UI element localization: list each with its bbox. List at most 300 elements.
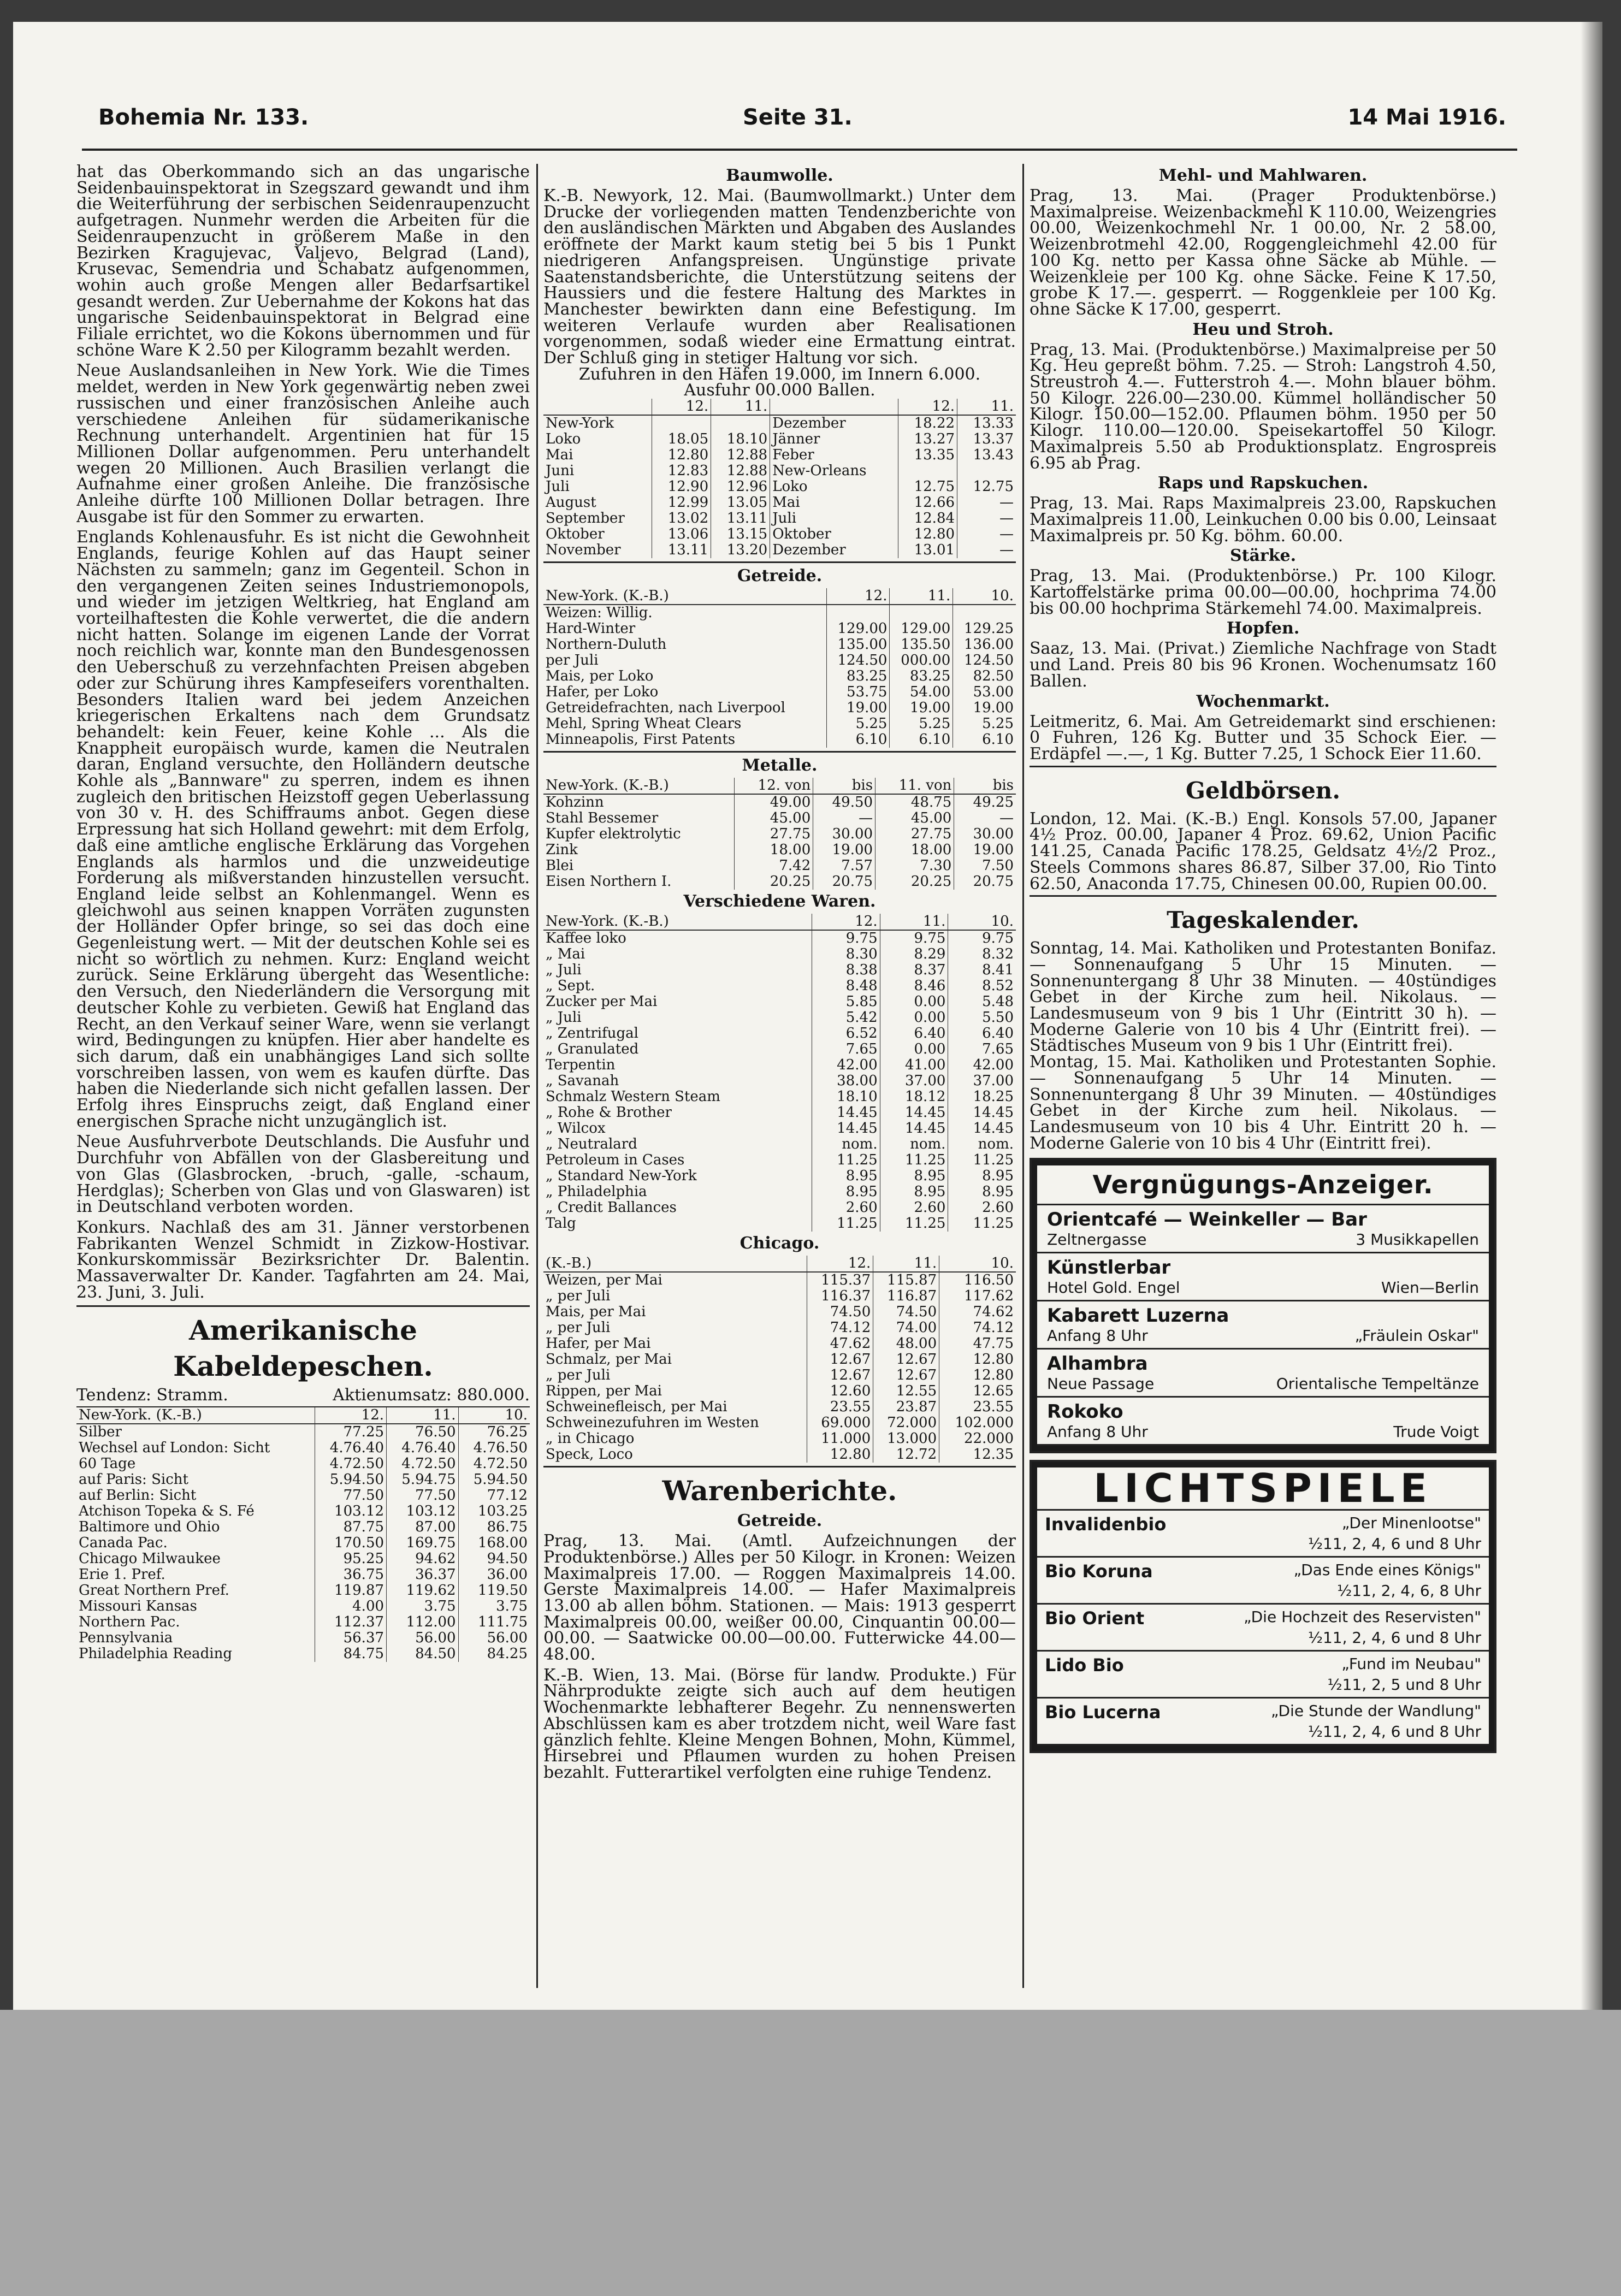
table-cell: „ Mai: [546, 946, 585, 963]
page-header: [82, 100, 1539, 139]
table-row: [76, 1519, 530, 1535]
table-cell: 41.00: [880, 1057, 948, 1073]
table-cell: 49.00: [735, 794, 813, 810]
cinema-name: Bio Orient: [1045, 1608, 1145, 1629]
table-cell: Erie 1. Pref.: [79, 1566, 165, 1583]
table-row: [76, 1504, 530, 1519]
table-cell: 27.75: [875, 826, 954, 842]
table-row: [543, 1320, 1016, 1336]
table-cell: 18.05: [652, 431, 711, 447]
table-cell: 8.30: [812, 946, 880, 962]
cinema-name: Bio Lucerna: [1045, 1702, 1161, 1723]
table-row: [543, 994, 1016, 1010]
header-page: Seite 31.: [743, 105, 853, 130]
table-cell: 12.80: [939, 1368, 1016, 1383]
table-row: [543, 1383, 1016, 1399]
mehl-title: Mehl- und Mahlwaren.: [1158, 166, 1368, 185]
table-header: 12.: [826, 588, 890, 605]
lichtspiele-rows: [1037, 1511, 1489, 1745]
table-cell: 3.75: [387, 1599, 459, 1614]
table-cell: 8.29: [880, 946, 948, 962]
table-cell: Atchison Topeka & S. Fé: [79, 1502, 255, 1519]
table-row: [543, 1073, 1016, 1089]
anzeiger-address: Neue Passage: [1047, 1375, 1155, 1393]
table-cell: 7.30: [875, 858, 954, 874]
table-cell: 76.25: [458, 1424, 530, 1440]
table-row: [543, 1447, 1016, 1463]
cable-rows: [76, 1424, 530, 1662]
lichtspiele-entry: [1037, 1652, 1489, 1699]
table-cell: 45.00: [735, 810, 813, 826]
table-cell: Schmalz Western Steam: [546, 1088, 720, 1105]
table-cell: 48.00: [873, 1336, 939, 1352]
table-cell: 38.00: [812, 1073, 880, 1089]
table-cell: Weizen, per Mai: [546, 1272, 662, 1289]
table-row: [543, 1431, 1016, 1447]
table-row: [76, 1614, 530, 1630]
table-cell: 7.57: [813, 858, 875, 874]
chicago-rows: [543, 1272, 1016, 1463]
lichtspiele-box: [1030, 1460, 1496, 1753]
table-header: New-York. (K.-B.): [543, 588, 826, 605]
table-cell: Mehl, Spring Wheat Clears: [546, 715, 742, 732]
table-cell: 36.00: [458, 1567, 530, 1583]
table-cell: 12.96: [711, 479, 770, 495]
table-row: [543, 1089, 1016, 1105]
warenberichte-wien: K.-B. Wien, 13. Mai. (Börse für landw. Produkte.) Für Nährprodukte zeigte sich auch auf dem heutigen Wochenmarkte lebhafterer Begehr. Zu nennenswerten Abschlüssen kam es aber trotzdem nicht, weil Ware fast gänzlich fehlte. Kleine Mengen Bohnen, Mohn, Kümmel, Hirsebrei und Pflaumen wurden zu hohen Preisen bezahlt. Futterartikel verfolgten eine ruhige Tendenz.: [543, 1665, 1016, 1782]
table-cell: 11.25: [948, 1152, 1016, 1168]
table-cell: 11.000: [807, 1431, 873, 1447]
getreide-title: Getreide.: [737, 566, 823, 586]
table-header: bis: [954, 778, 1016, 794]
table-row: [543, 684, 1016, 700]
table-row: [543, 447, 1016, 463]
table-cell: Getreidefrachten, nach Liverpool: [546, 700, 785, 717]
warenberichte-sub: Getreide.: [737, 1511, 823, 1531]
table-cell: Speck, Loco: [546, 1446, 633, 1463]
anzeiger-line: [1047, 1375, 1479, 1393]
table-cell: Juni: [546, 463, 575, 480]
show-times: ½11, 2, 4, 6 und 8 Uhr: [1308, 1535, 1481, 1553]
geld-text: London, 12. Mai. (K.-B.) Engl. Konsols 57.00, Japaner 4½ Proz. 00.00, Japaner 4 Proz. 69.62, Union Pacific 141.25, Canada Pacific 178.25, Geldsatz 4½/2 Proz., Steels Commons shares 86.87, Silber 37.00, Rio Tinto 62.50, Anaconda 17.75, Chinesen 00.00, Rupien 00.00.: [1030, 809, 1496, 893]
table-header: [543, 399, 652, 415]
table-cell: Weizen: Willig.: [546, 605, 653, 622]
waren-rows: [543, 930, 1016, 1232]
table-cell: 12.75: [957, 479, 1016, 495]
table-row: [76, 1630, 530, 1646]
table-cell: 20.25: [735, 874, 813, 890]
table-cell: 8.95: [880, 1184, 948, 1200]
table-row: [543, 1304, 1016, 1320]
anzeiger-title: Vergnügungs-Anzeiger.: [1037, 1165, 1489, 1205]
table-cell: 9.75: [948, 930, 1016, 946]
table-cell: 14.45: [880, 1105, 948, 1121]
table-cell: 56.00: [387, 1630, 459, 1646]
anzeiger-rows: [1037, 1205, 1489, 1446]
table-cell: Jänner: [770, 431, 898, 447]
anzeiger-box: [1037, 1165, 1489, 1446]
show-times: ½11, 2, 4, 6 und 8 Uhr: [1308, 1723, 1481, 1741]
table-cell: 3.75: [458, 1599, 530, 1614]
table-row: [543, 962, 1016, 978]
table-cell: 83.25: [890, 668, 953, 684]
table-cell: 6.10: [826, 732, 890, 748]
table-cell: 14.45: [812, 1105, 880, 1121]
table-row: [543, 1415, 1016, 1431]
table-cell: Zucker per Mai: [546, 993, 658, 1010]
table-cell: 23.55: [939, 1399, 1016, 1415]
table-cell: Northern-Duluth: [546, 636, 667, 653]
table-row: [543, 1057, 1016, 1073]
table-cell: 129.00: [890, 621, 953, 637]
table-cell: Terpentin: [546, 1057, 616, 1074]
table-row: [543, 526, 1016, 542]
table-row: [543, 479, 1016, 495]
table-cell: Blei: [546, 857, 574, 874]
table-cell: 5.48: [948, 994, 1016, 1010]
table-cell: 20.75: [954, 874, 1016, 890]
baumwolle-rows: [543, 415, 1016, 558]
wochenmarkt-title: Wochenmarkt.: [1196, 691, 1330, 711]
table-row: [76, 1567, 530, 1583]
baumwolle-text: K.-B. Newyork, 12. Mai. (Baumwollmarkt.) Unter dem Drucke der vorliegenden matten Tendenzberichte von den ausländischen Märkten und Abgaben des Auslandes eröffnete der Markt kaum stetig bei 5 bis 1 Punkt niedrigeren Anfangspreisen. Ungünstige private Saatenstandsberichte, die Unterstützung seitens der Haussiers und die festere Haltung des Marktes in Manchester bewirkten dann eine Befestigung. Im weiteren Verlaufe wurden aber Realisationen vorgenommen, sodaß wieder eine Ermattung eintrat. Der Schluß ging in stetiger Haltung vor sich.: [543, 186, 1016, 368]
table-cell: 13.33: [957, 415, 1016, 431]
anzeiger-address: Zeltnergasse: [1047, 1230, 1147, 1249]
table-cell: Minneapolis, First Patents: [546, 731, 736, 748]
table-cell: 5.25: [953, 716, 1016, 732]
table-cell: 4.76.40: [387, 1440, 459, 1456]
heu-text: Prag, 13. Mai. (Produktenbörse.) Maximalpreise per 50 Kg. Heu gepreßt böhm. 7.25. — Stroh: Langstroh 4.50, Streustroh 4.—. Futterstroh 4.—. Mohn blauer böhm. 50 Kilogr. 226.00—230.00. Kümmel holländischer 50 Kilogr. 150.00—152.00. Pflaumen böhm. 1950 per 50 Kilogr. 110.00—120.00. Speisekartoffel 50 Kilogr. Maximalpreis 5.50 ab Produktionsplatz. Engrospreis 6.95 ab Prag.: [1030, 340, 1496, 473]
column-3: [1030, 164, 1496, 1977]
table-cell: 95.25: [315, 1551, 387, 1567]
table-row: [543, 637, 1016, 653]
table-cell: 8.48: [812, 978, 880, 994]
table-row: [543, 415, 1016, 431]
table-cell: 30.00: [813, 826, 875, 842]
table-cell: August: [546, 494, 596, 511]
table-cell: 8.95: [812, 1184, 880, 1200]
table-cell: 6.40: [880, 1026, 948, 1042]
table-cell: 4.00: [315, 1599, 387, 1614]
table-cell: 6.10: [953, 732, 1016, 748]
waren-table: [543, 914, 1016, 1232]
table-row: [543, 1026, 1016, 1042]
table-cell: 14.45: [812, 1121, 880, 1137]
table-row: [76, 1646, 530, 1662]
film-title: „Fund im Neubau": [1341, 1655, 1481, 1673]
table-cell: 74.62: [939, 1304, 1016, 1320]
table-cell: 49.50: [813, 794, 875, 810]
table-cell: 12.65: [939, 1383, 1016, 1399]
table-cell: Mai: [770, 495, 898, 511]
table-cell: Kaffee loko: [546, 930, 626, 947]
table-cell: Canada Pac.: [79, 1534, 168, 1551]
table-cell: 0.00: [880, 994, 948, 1010]
table-row: [543, 1399, 1016, 1415]
table-cell: „ Juli: [546, 962, 582, 979]
table-row: [543, 495, 1016, 511]
anzeiger-program: Orientalische Tempeltänze: [1276, 1375, 1479, 1393]
column-divider-2: [1022, 164, 1024, 1988]
table-cell: [652, 415, 711, 431]
table-cell: 77.25: [315, 1424, 387, 1440]
table-cell: 19.00: [953, 700, 1016, 716]
table-cell: 103.12: [315, 1504, 387, 1519]
table-cell: 7.50: [954, 858, 1016, 874]
table-cell: 12.80: [939, 1352, 1016, 1368]
table-cell: 30.00: [954, 826, 1016, 842]
anzeiger-program: Wien—Berlin: [1381, 1279, 1479, 1297]
table-cell: 12.88: [711, 447, 770, 463]
table-cell: 47.75: [939, 1336, 1016, 1352]
table-header: bis: [813, 778, 875, 794]
table-cell: Kohzinn: [546, 794, 604, 811]
table-cell: Great Northern Pref.: [79, 1582, 229, 1599]
table-cell: 19.00: [813, 842, 875, 858]
table-cell: 170.50: [315, 1535, 387, 1551]
table-row: [76, 1551, 530, 1567]
section-rule: [543, 561, 1016, 563]
table-cell: 8.95: [880, 1168, 948, 1184]
table-cell: 48.75: [875, 794, 954, 810]
table-cell: 129.25: [953, 621, 1016, 637]
table-cell: 18.10: [711, 431, 770, 447]
table-cell: 000.00: [890, 653, 953, 668]
table-cell: 72.000: [873, 1415, 939, 1431]
table-row: [76, 1583, 530, 1599]
table-cell: 14.45: [948, 1105, 1016, 1121]
table-cell: 94.50: [458, 1551, 530, 1567]
table-cell: „ Philadelphia: [546, 1183, 647, 1200]
table-cell: 56.37: [315, 1630, 387, 1646]
table-cell: 8.38: [812, 962, 880, 978]
table-cell: 116.50: [939, 1272, 1016, 1288]
anzeiger-address: Anfang 8 Uhr: [1047, 1423, 1148, 1441]
table-cell: 4.72.50: [458, 1456, 530, 1472]
getreide-table: [543, 588, 1016, 748]
table-cell: 129.00: [826, 621, 890, 637]
anzeiger-address: Hotel Gold. Engel: [1047, 1279, 1180, 1297]
table-cell: nom.: [948, 1137, 1016, 1152]
lichtspiele-line: [1045, 1514, 1481, 1535]
table-cell: Stahl Bessemer: [546, 810, 659, 827]
table-cell: 119.62: [387, 1583, 459, 1599]
table-cell: Philadelphia Reading: [79, 1645, 232, 1662]
table-cell: Oktober: [770, 526, 898, 542]
table-cell: 83.25: [826, 668, 890, 684]
article-konkurs: Konkurs. Nachlaß des am 31. Jänner verstorbenen Fabrikanten Wenzel Schmidt in Zizkow-Hostivar. Konkurskommissär Bezirksrichter Dr. Balentin. Massaverwalter Dr. Kander. Tagfahrten am 24. Mai, 23. Juni, 3. Juli.: [76, 1218, 530, 1302]
table-cell: 8.52: [948, 978, 1016, 994]
table-cell: 5.94.50: [315, 1472, 387, 1488]
table-header: 10.: [458, 1407, 530, 1424]
article-kohlenausfuhr: Englands Kohlenausfuhr. Es ist nicht die Gewohnheit Englands, feurige Kohlen auf das Haupt seiner Nächsten zu sammeln; ganz im Gegenteil. Schon in den vergangenen Zeiten seines Industriemonopols, und wieder im jetzigen Weltkrieg, hat England am vorteilhaftesten die Kohle verwertet, die die andern nicht hatten. Solange im eigenen Lande der Vorrat noch reichlich war, konnte man den Bundesgenossen den Ueberschuß zu verzehnfachten Preisen abgeben oder zur Schürung ihres Kampfeseifers vorenthalten. Besonders Italien ward bei jedem Anzeichen kriegerischen Erkaltens nach dem Grundsatz behandelt: kein Feuer, keine Kohle ... Als die Knappheit europäisch wurde, kamen die Neutralen daran, England versuchte, den Holländern deutsche Kohle als „Bannware" zu sperren, indem es ihnen zugleich den britischen Heizstoff gegen Ueberlassung von 30 v. H. des Schiffraums anbot. Gegen diese Erpressung hat sich Holland gewehrt: mit dem Erfolg, daß eine amtliche englische Erklärung das Vorgehen Englands als harmlos und die unzweideutige Forderung als mißverstanden hinzustellen versucht. England leide selbst an Kohlenmangel. Wenn es gleichwohl aus seinen knappen Vorräten zugunsten der Holländer Opfer bringe, so sei das doch eine Gegenleistung wert. — Mit der deutschen Kohle sei es nicht so wörtlich zu nehmen. Kurz: England weicht zurück. Seine Erklärung übergeht das Wesentliche: den Versuch, den Niederländern die Versorgung mit deutscher Kohle zu verbieten. Gewiß hat England das Recht, an den Verkauf seiner Ware, wenn sie verlangt wird, Bedingungen zu knüpfen. Hier aber handelte es sich darum, daß ein unabhängiges Land sich sollte vorschreiben lassen, von wem es kaufen dürfte. Das haben die Niederlande sich nicht gefallen lassen. Der Erfolg ihres Einspruchs zeigt, daß England einer energischen Sprache nicht unzugänglich ist.: [76, 528, 530, 1131]
lichtspiele-line: [1045, 1608, 1481, 1629]
film-title: „Die Stunde der Wandlung": [1270, 1702, 1481, 1720]
table-cell: [890, 605, 953, 621]
table-row: [543, 794, 1016, 810]
table-cell: 4.76.50: [458, 1440, 530, 1456]
hopfen-title: Hopfen.: [1226, 619, 1300, 638]
table-row: [76, 1535, 530, 1551]
table-cell: 77.50: [387, 1488, 459, 1504]
table-cell: 103.25: [458, 1504, 530, 1519]
table-cell: Missouri Kansas: [79, 1597, 197, 1614]
table-row: [543, 1137, 1016, 1152]
table-row: [543, 930, 1016, 946]
table-cell: Dezember: [770, 415, 898, 431]
anzeiger-line: [1047, 1230, 1479, 1248]
show-times: ½11, 2, 4, 6 und 8 Uhr: [1308, 1629, 1481, 1647]
table-cell: 18.10: [812, 1089, 880, 1105]
staerke-title: Stärke.: [1229, 546, 1297, 566]
anzeiger-name: Kabarett Luzerna: [1047, 1305, 1229, 1327]
table-cell: Pennsylvania: [79, 1629, 173, 1646]
table-cell: 87.00: [387, 1519, 459, 1535]
baumwolle-table: [543, 399, 1016, 558]
table-cell: 2.60: [812, 1200, 880, 1216]
table-cell: 69.000: [807, 1415, 873, 1431]
table-header: New-York. (K.-B.): [76, 1407, 315, 1424]
table-row: [543, 1352, 1016, 1368]
table-header: 11. von: [875, 778, 954, 794]
table-cell: 12.72: [873, 1447, 939, 1463]
table-row: [543, 842, 1016, 858]
table-cell: 12.90: [652, 479, 711, 495]
table-cell: 12.80: [807, 1447, 873, 1463]
table-cell: 168.00: [458, 1535, 530, 1551]
table-cell: 77.12: [458, 1488, 530, 1504]
anzeiger-entry: [1037, 1398, 1489, 1446]
table-cell: Wechsel auf London: Sicht: [79, 1439, 270, 1456]
lichtspiele-entry: [1037, 1511, 1489, 1558]
mehl-text: Prag, 13. Mai. (Prager Produktenbörse.) Maximalpreise. Weizenbackmehl K 110.00, Weizengries 00.00, Weizenkochmehl Nr. 1 00.00, Nr. 2 58.00, Weizenbrotmehl 42.00, Roggengleichmehl 42.00 für 100 Kg. netto per Kassa ohne Säcke ab Mühle. — Weizenkleie per 100 Kg. ohne Säcke. Feine K 17.50, grobe K 17.—. gesperrt. — Roggenkleie per 100 Kg. ohne Säcke K 17.00, gesperrt.: [1030, 186, 1496, 319]
table-row: [543, 1216, 1016, 1232]
cable-subline: [76, 1387, 530, 1407]
cable-title: Amerikanische Kabeldepeschen.: [173, 1313, 433, 1382]
table-cell: Kupfer elektrolytic: [546, 826, 681, 843]
table-cell: 42.00: [948, 1057, 1016, 1073]
table-cell: 5.94.50: [458, 1472, 530, 1488]
table-header: 12.: [807, 1256, 873, 1272]
table-row: [543, 826, 1016, 842]
table-cell: „ per Juli: [546, 1319, 611, 1336]
article-ausfuhrverbote: Neue Ausfuhrverbote Deutschlands. Die Ausfuhr und Durchfuhr von Abfällen von der Glasbereitung und von Glas (Glasbrocken, -bruch, -galle, -schaum, Herdglas); Scherben von Glas und von Glaswaren) ist in Deutschland verboten worden.: [76, 1132, 530, 1217]
table-row: [543, 463, 1016, 479]
table-cell: 8.95: [948, 1184, 1016, 1200]
table-cell: 12.67: [873, 1352, 939, 1368]
table-row: [543, 716, 1016, 732]
kalender-montag: Montag, 15. Mai. Katholiken und Protestanten Sophie. — Sonnenaufgang 5 Uhr 14 Minuten. — Sonnenuntergang 8 Uhr 39 Minuten. — 40stündiges Gebet in der Kirche zum heil. Nikolaus. — Landesmuseum von 10 bis 4 Uhr. Eintritt 20 h. — Moderne Galerie von 10 bis 4 Uhr (Eintritt frei).: [1030, 1052, 1496, 1153]
table-cell: 8.95: [812, 1168, 880, 1184]
table-cell: [826, 605, 890, 621]
table-cell: 37.00: [880, 1073, 948, 1089]
table-row: [543, 1168, 1016, 1184]
table-cell: 11.25: [880, 1216, 948, 1232]
table-row: [543, 431, 1016, 447]
table-cell: 47.62: [807, 1336, 873, 1352]
table-cell: 102.000: [939, 1415, 1016, 1431]
table-cell: 9.75: [812, 930, 880, 946]
kalender-title: Tageskalender.: [1167, 907, 1359, 934]
table-cell: Eisen Northern I.: [546, 873, 672, 890]
table-cell: 2.60: [880, 1200, 948, 1216]
film-title: „Das Ende eines Königs": [1293, 1561, 1481, 1579]
anzeiger-entry: [1037, 1205, 1489, 1253]
anzeiger-line: [1047, 1279, 1479, 1297]
table-row: [76, 1440, 530, 1456]
table-cell: 14.45: [880, 1121, 948, 1137]
table-cell: 53.00: [953, 684, 1016, 700]
section-rule: [543, 1466, 1016, 1467]
table-cell: New-York: [546, 415, 614, 432]
table-cell: auf Paris: Sicht: [79, 1471, 188, 1488]
table-cell: 23.87: [873, 1399, 939, 1415]
table-cell: 18.00: [875, 842, 954, 858]
section-rule: [1030, 895, 1496, 897]
table-cell: 115.87: [873, 1272, 939, 1288]
table-cell: 115.37: [807, 1272, 873, 1288]
table-cell: Baltimore und Ohio: [79, 1518, 220, 1535]
table-cell: 13.01: [898, 542, 957, 558]
table-cell: 74.12: [939, 1320, 1016, 1336]
table-cell: 14.45: [948, 1121, 1016, 1137]
table-row: [76, 1599, 530, 1614]
table-cell: 12.55: [873, 1383, 939, 1399]
table-cell: —: [954, 810, 1016, 826]
table-cell: 8.46: [880, 978, 948, 994]
metalle-title: Metalle.: [742, 756, 818, 776]
table-cell: 45.00: [875, 810, 954, 826]
table-cell: 12.67: [807, 1352, 873, 1368]
table-cell: 116.37: [807, 1288, 873, 1304]
table-row: [543, 1368, 1016, 1383]
table-cell: 9.75: [880, 930, 948, 946]
table-cell: 12.80: [898, 526, 957, 542]
anzeiger-entry: [1037, 1253, 1489, 1301]
column-1: [76, 164, 530, 1977]
table-cell: Juli: [546, 478, 570, 495]
table-header: 11.: [711, 399, 770, 415]
table-cell: 12.99: [652, 495, 711, 511]
table-header: 12. von: [735, 778, 813, 794]
article-seidenbau: hat das Oberkommando sich an das ungarische Seidenbauinspektorat in Szegszard gewandt und ihm die Weiterführung der serbischen Seidenraupenzucht aufgetragen. Nunmehr werden die Arbeiten für die Seidenraupenzucht in größerem Maße in den Bezirken Kragujevac, Valjevo, Belgrad (Land), Krusevac, Semendria und Schabatz aufgenommen, wohin auch große Mengen aller Bedarfsartikel gesandt werden. Zur Uebernahme der Kokons hat das ungarische Seidenbauinspektorat in Belgrad eine Filiale errichtet, wo die Kokons übernommen und für schöne Ware K 2.50 per Kilogramm bezahlt werden.: [76, 164, 530, 360]
table-row: [543, 874, 1016, 890]
table-row: [543, 978, 1016, 994]
table-cell: 5.25: [890, 716, 953, 732]
table-cell: Hafer, per Loko: [546, 684, 659, 701]
anzeiger-line: [1047, 1423, 1479, 1441]
anzeiger-entry: [1037, 1301, 1489, 1350]
table-cell: „ Juli: [546, 1009, 582, 1026]
table-cell: 13.05: [711, 495, 770, 511]
table-header: 11.: [957, 399, 1016, 415]
table-cell: 8.37: [880, 962, 948, 978]
cinema-name: Bio Koruna: [1045, 1561, 1153, 1582]
table-row: [543, 810, 1016, 826]
table-cell: Loko: [770, 479, 898, 495]
table-cell: „ per Juli: [546, 1367, 611, 1384]
table-cell: „ Zentrifugal: [546, 1025, 638, 1042]
table-cell: 12.67: [807, 1368, 873, 1383]
vergnuegungs-anzeiger: [1030, 1158, 1496, 1453]
table-cell: 56.00: [458, 1630, 530, 1646]
table-row: [543, 1042, 1016, 1057]
table-cell: 112.37: [315, 1614, 387, 1630]
table-header: [770, 399, 898, 415]
table-cell: auf Berlin: Sicht: [79, 1487, 197, 1504]
table-cell: 119.50: [458, 1583, 530, 1599]
cable-tendenz: Tendenz: Stramm.: [76, 1385, 228, 1405]
